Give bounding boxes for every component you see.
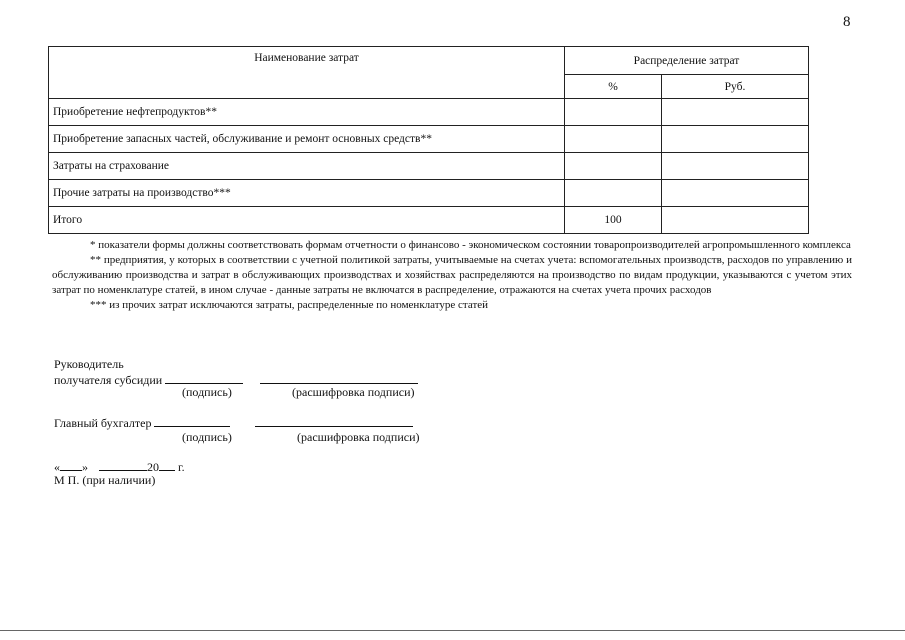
page-bottom-rule [0, 630, 905, 631]
accountant-signature-block [54, 415, 413, 431]
footnotes [52, 238, 852, 313]
date-year-prefix: 20 [147, 460, 159, 474]
total-rub[interactable] [662, 207, 809, 234]
accountant-decode-line[interactable] [255, 415, 413, 427]
head-decode-line[interactable] [260, 372, 418, 384]
costs-distribution-table [48, 46, 809, 234]
row-rub[interactable] [662, 126, 809, 153]
row-rub[interactable] [662, 153, 809, 180]
accountant-decode-caption: (расшифровка подписи) [297, 430, 420, 444]
row-name: Приобретение нефтепродуктов** [49, 99, 565, 126]
page-number: 8 [843, 14, 851, 30]
table-row [49, 180, 809, 207]
table-row [49, 99, 809, 126]
stamp-place: М П. (при наличии) [54, 473, 156, 487]
footnote-3: *** из прочих затрат исключаются затраты, распределенные по номенклатуре статей [90, 299, 489, 311]
total-label: Итого [49, 207, 565, 234]
row-rub[interactable] [662, 180, 809, 207]
total-percent: 100 [565, 207, 662, 234]
row-name: Прочие затраты на производство*** [49, 180, 565, 207]
table-row [49, 153, 809, 180]
row-name: Приобретение запасных частей, обслуживание и ремонт основных средств** [49, 126, 565, 153]
accountant-sign-caption: (подпись) [182, 430, 232, 444]
date-month-field[interactable] [99, 459, 147, 471]
header-rub: Руб. [662, 75, 809, 99]
head-title-line1: Руководитель [54, 357, 124, 371]
head-title-line2: получателя субсидии [54, 373, 163, 387]
head-sign-caption: (подпись) [182, 385, 232, 399]
header-distribution: Распределение затрат [565, 47, 809, 75]
date-year-field[interactable] [159, 459, 175, 471]
row-percent[interactable] [565, 153, 662, 180]
row-percent[interactable] [565, 126, 662, 153]
footnote-1: * показатели формы должны соответствовать формам отчетности о финансово - экономическом состоянии товаропроизводителей агропромышленного комплекса [90, 239, 851, 251]
accountant-signature-line[interactable] [154, 415, 230, 427]
table-total-row [49, 207, 809, 234]
row-percent[interactable] [565, 99, 662, 126]
date-quote-open: « [54, 460, 60, 474]
head-signature-block [54, 357, 418, 388]
date-day-field[interactable] [60, 459, 82, 471]
head-signature-line[interactable] [165, 372, 243, 384]
head-decode-caption: (расшифровка подписи) [292, 385, 415, 399]
header-percent: % [565, 75, 662, 99]
row-percent[interactable] [565, 180, 662, 207]
table-row [49, 126, 809, 153]
accountant-title: Главный бухгалтер [54, 416, 152, 430]
header-cost-name: Наименование затрат [49, 47, 565, 99]
row-rub[interactable] [662, 99, 809, 126]
date-quote-close: » [82, 460, 88, 474]
footnote-2: ** предприятия, у которых в соответствии с учетной политикой затраты, учитываемые на счетах учета: вспомогательных производств, расходов по управлению и обслуживанию производства и затрат в обслуживающих производствах и хозяйствах распределяются на производство по видам продукции, указываются с учетом этих затрат по номенклатуре статей, в ином случае - данные затраты не включатся в распределение, отражаются на счетах учета прочих расходов [52, 254, 852, 296]
table-header-row [49, 47, 809, 75]
row-name: Затраты на страхование [49, 153, 565, 180]
date-year-suffix: г. [178, 460, 185, 474]
